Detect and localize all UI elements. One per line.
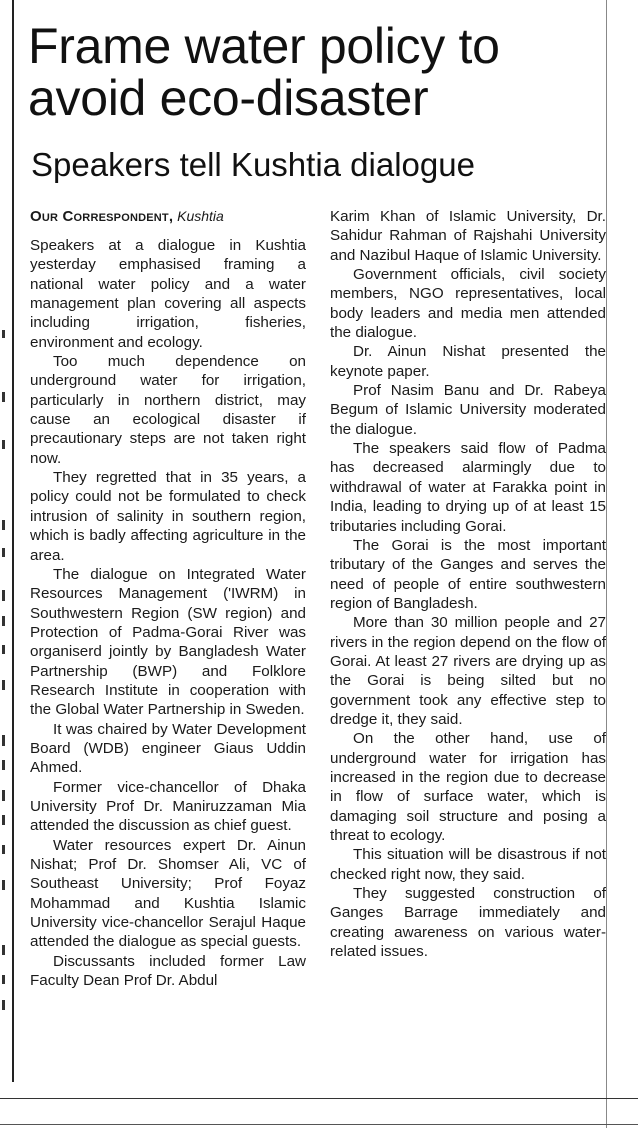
paragraph: The dialogue on Integrated Water Resources Management ('IWRM) in Southwestern Region (SW region) and Protection of Padma-Gorai River was organiserd jointly by Bangladesh Water Partnership (BWP) and Folklore Research Institute in cooperation with the Global Water Partnership in Sweden. [30,565,306,719]
bottom-rule [0,1098,638,1099]
article-column-2 [330,207,606,1067]
paragraph: The speakers said flow of Padma has decreased alarmingly due to withdrawal of water at Farakka point in India, leading to drying up of at least 15 tributaries including Gorai. [330,440,606,535]
paragraph: This situation will be disastrous if not checked right now, they said. [330,846,606,883]
article-headline: Frame water policy to avoid eco-disaster [28,18,500,126]
paragraph: They regretted that in 35 years, a policy could not be formulated to check intrusion of salinity in southern region, which is badly affecting agriculture in the area. [30,469,306,564]
paragraph: On the other hand, use of underground water for irrigation has increased in the region due to decrease in flow of surface water, which is damaging soil structure and posing a threat to ecology. [330,730,606,844]
paragraph: They suggested construction of Ganges Barrage immediately and creating awareness on various water-related issues. [330,885,606,961]
paragraph: The Gorai is the most important tributary of the Ganges and serves the need of people of entire southwestern region of Bangladesh. [330,536,606,612]
byline [30,207,306,226]
paragraph: It was chaired by Water Development Board (WDB) engineer Giaus Uddin Ahmed. [30,720,306,777]
byline-name: Our Correspondent, [30,208,174,225]
bottom-rule-lower [0,1124,638,1125]
left-column-rule [12,0,14,1082]
paragraph: Speakers at a dialogue in Kushtia yesterday emphasised framing a national water policy and a water management plan covering all aspects including irrigation, fisheries, environment and ecology. [30,237,306,351]
article-body [30,207,606,1067]
article-column-1 [30,207,306,1067]
adjacent-column-edge [0,0,10,1080]
article-subheadline: Speakers tell Kushtia dialogue [31,146,475,183]
paragraph: Too much dependence on underground water for irrigation, particularly in northern district, may cause an ecological disaster if precautionary steps are not taken right now. [30,353,306,467]
paragraph: Discussants included former Law Faculty Dean Prof Dr. Abdul [30,952,306,990]
paragraph: Dr. Ainun Nishat presented the keynote paper. [330,343,606,380]
paragraph-continuation: Karim Khan of Islamic University, Dr. Sahidur Rahman of Rajshahi University and Nazibul Haque of Islamic University. [330,208,606,264]
paragraph: More than 30 million people and 27 rivers in the region depend on the flow of Gorai. At least 27 rivers are drying up as the Gorai is being silted but no government took any effective step to dredge it, they said. [330,614,606,728]
paragraph: Water resources expert Dr. Ainun Nishat; Prof Dr. Shomser Ali, VC of Southeast University; Prof Foyaz Mohammad and Kushtia Islamic University vice-chancellor Serajul Haque attended the dialogue as special guests. [30,836,306,951]
paragraph: Former vice-chancellor of Dhaka University Prof Dr. Maniruzzaman Mia attended the discussion as chief guest. [30,778,306,835]
paragraph: Government officials, civil society members, NGO representatives, local body leaders and media men attended the dialogue. [330,266,606,342]
byline-place: Kushtia [177,208,224,224]
paragraph: Prof Nasim Banu and Dr. Rabeya Begum of Islamic University moderated the dialogue. [330,382,606,438]
right-page-rule [606,0,607,1128]
